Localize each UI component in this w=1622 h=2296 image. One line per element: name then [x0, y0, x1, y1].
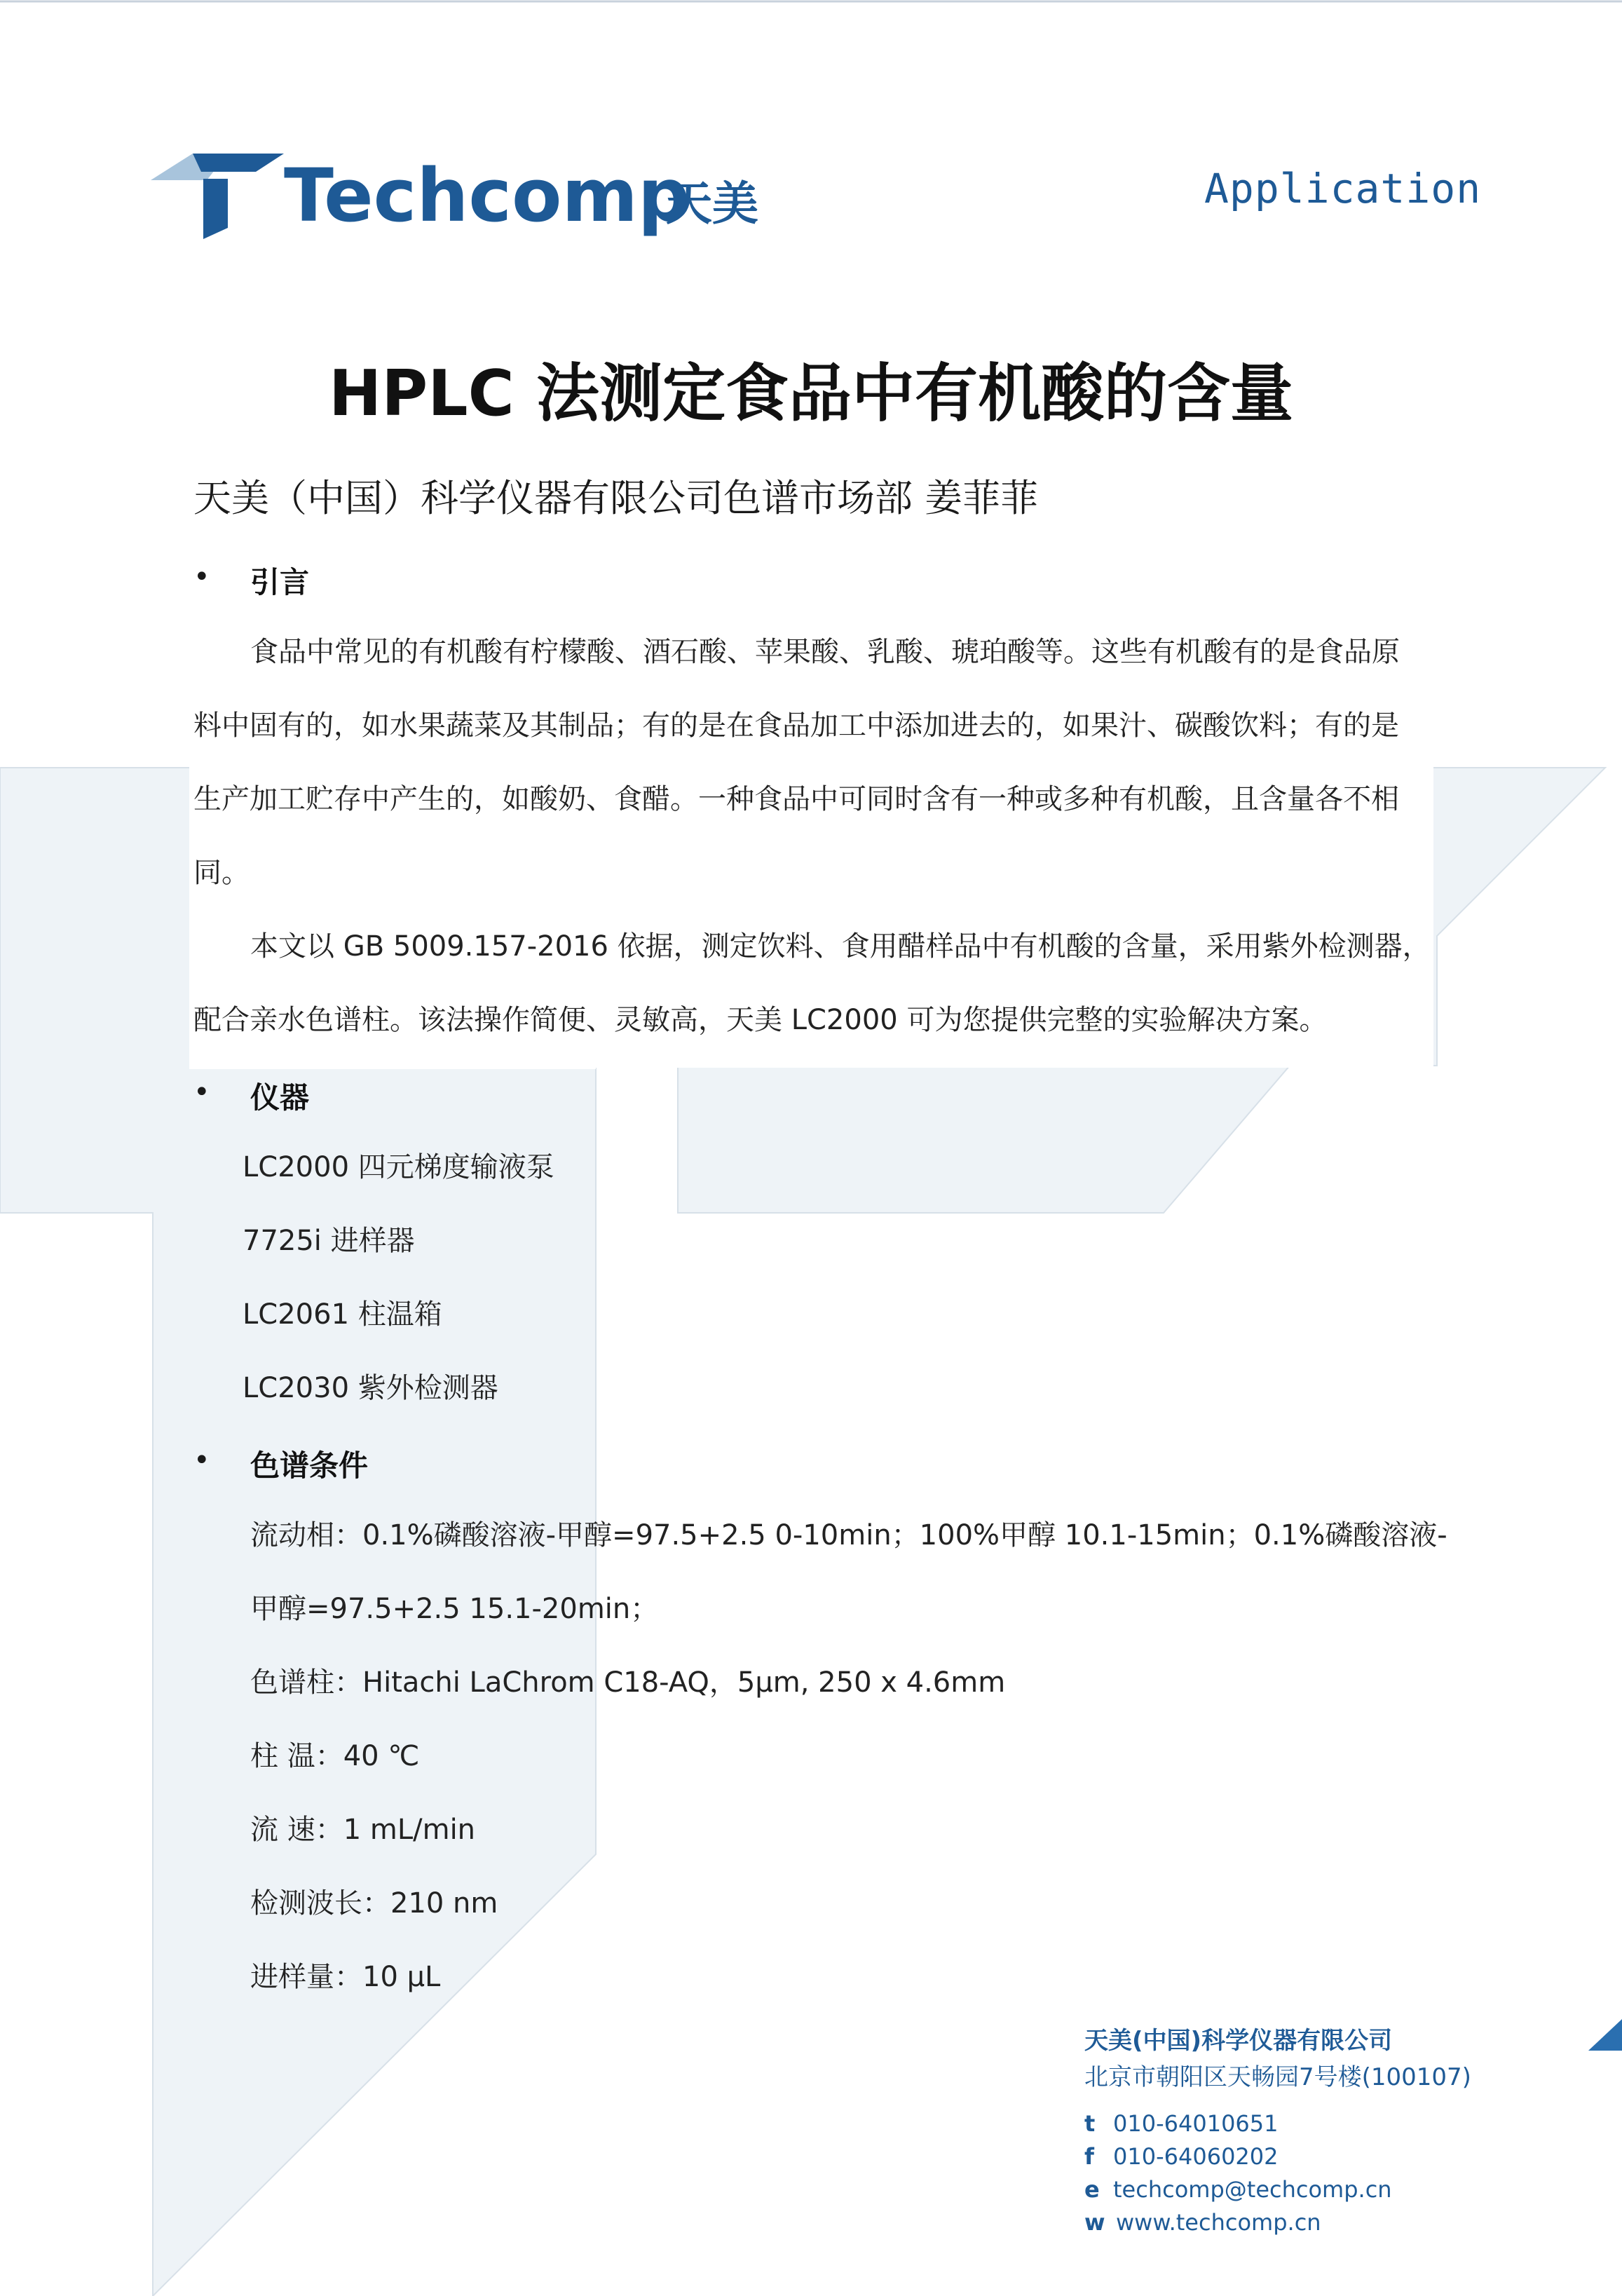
- condition-line: 流动相：0.1%磷酸溶液-甲醇=97.5+2.5 0-10min；100%甲醇 10.1-15min；0.1%磷酸溶液-: [250, 1519, 1447, 1551]
- condition-line: 进样量：10 μL: [250, 1961, 441, 1993]
- footer-address: 北京市朝阳区天畅园7号楼(100107): [1084, 2063, 1471, 2091]
- contact-label: f: [1084, 2143, 1094, 2170]
- condition-line: 甲醇=97.5+2.5 15.1-20min；: [250, 1593, 659, 1625]
- contact-phone: 010-64010651: [1113, 2110, 1279, 2137]
- contact-label: w: [1084, 2209, 1105, 2236]
- intro-heading: 引言: [250, 565, 310, 599]
- condition-line: 检测波长：210 nm: [250, 1887, 498, 1920]
- author-line: 天美（中国）科学仪器有限公司色谱市场部 姜菲菲: [193, 476, 1039, 520]
- conditions-heading: 色谱条件: [250, 1448, 369, 1483]
- instrument-item: LC2061 柱温箱: [243, 1298, 442, 1331]
- bullet-icon: •: [193, 1076, 210, 1108]
- intro-line: 本文以 GB 5009.157-2016 依据，测定饮料、食用醋样品中有机酸的含量，采用紫外检测器，: [250, 930, 1431, 963]
- techcomp-logo: [151, 151, 768, 242]
- contact-website[interactable]: www.techcomp.cn: [1116, 2209, 1321, 2236]
- condition-line: 色谱柱：Hitachi LaChrom C18-AQ，5μm, 250 x 4.6mm: [250, 1666, 1006, 1699]
- contact-label: e: [1084, 2176, 1100, 2203]
- condition-line: 流 速：1 mL/min: [250, 1814, 476, 1846]
- logo-cn-text: 天美: [666, 177, 758, 231]
- contact-fax: 010-64060202: [1113, 2143, 1279, 2170]
- intro-line: 配合亲水色谱柱。该法操作简便、灵敏高，天美 LC2000 可为您提供完整的实验解决方案。: [193, 1004, 1328, 1036]
- footer-company: 天美(中国)科学仪器有限公司: [1084, 2027, 1393, 2055]
- document-title: HPLC 法测定食品中有机酸的含量: [328, 357, 1293, 430]
- intro-line: 食品中常见的有机酸有柠檬酸、酒石酸、苹果酸、乳酸、琥珀酸等。这些有机酸有的是食品原: [250, 636, 1400, 668]
- intro-line: 生产加工贮存中产生的，如酸奶、食醋。一种食品中可同时含有一种或多种有机酸，且含量各不相: [193, 783, 1399, 815]
- logo-text: Techcomp: [284, 153, 690, 238]
- instruments-heading: 仪器: [250, 1080, 310, 1115]
- contact-label: t: [1084, 2110, 1096, 2137]
- application-tag: Application: [1204, 165, 1482, 212]
- instrument-item: 7725i 进样器: [243, 1225, 415, 1257]
- instrument-item: LC2000 四元梯度输液泵: [243, 1151, 554, 1183]
- bullet-icon: •: [193, 561, 210, 593]
- intro-line: 同。: [193, 857, 250, 889]
- contact-email[interactable]: techcomp@techcomp.cn: [1113, 2176, 1392, 2203]
- intro-line: 料中固有的，如水果蔬菜及其制品；有的是在食品加工中添加进去的，如果汁、碳酸饮料；有的是: [193, 709, 1399, 742]
- condition-line: 柱 温：40 ℃: [250, 1740, 420, 1772]
- bullet-icon: •: [193, 1444, 210, 1476]
- instrument-item: LC2030 紫外检测器: [243, 1372, 498, 1404]
